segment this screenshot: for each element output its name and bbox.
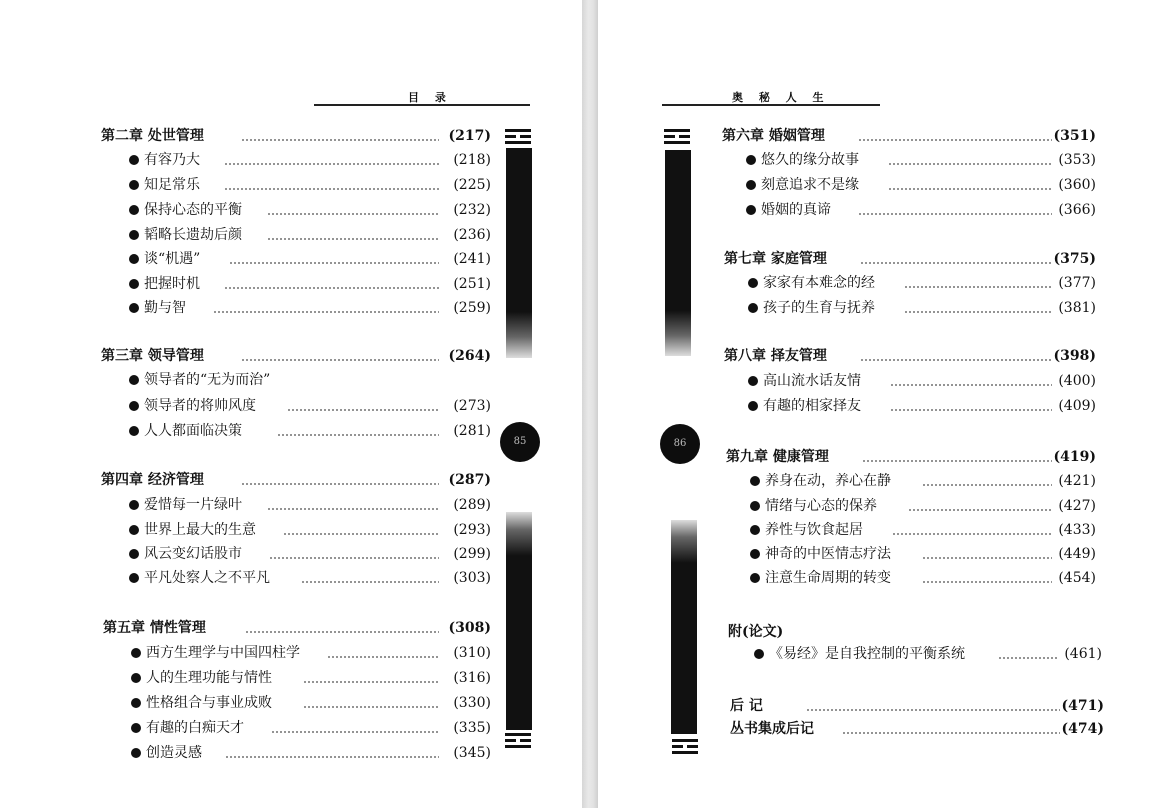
toc-entry-label: 有趣的相家择友 (763, 398, 861, 414)
leader-dots (998, 644, 1058, 664)
decorative-bar (665, 150, 691, 356)
toc-entry-label: 人的生理功能与情性 (146, 670, 272, 686)
toc-page-number: (287) (448, 472, 491, 488)
toc-entry-label: 《易经》是自我控制的平衡系统 (769, 646, 965, 662)
bullet-icon (131, 673, 141, 683)
leader-dots (842, 719, 1060, 739)
toc-entry-label: 创造灵感 (146, 745, 202, 761)
bullet-icon (748, 376, 758, 386)
leader-dots (888, 175, 1052, 195)
toc-page-number: (293) (453, 522, 491, 538)
toc-entry[interactable] (746, 200, 1096, 220)
leader-dots (890, 371, 1052, 391)
left-page (0, 0, 582, 808)
bullet-icon (750, 573, 760, 583)
toc-page-number: (241) (453, 251, 491, 267)
leader-dots (327, 643, 439, 663)
toc-entry-label: 养性与饮食起居 (765, 522, 863, 538)
bullet-icon (750, 476, 760, 486)
toc-page-number: (217) (448, 128, 491, 144)
bullet-icon (129, 426, 139, 436)
toc-page-number: (427) (1058, 498, 1096, 514)
toc-entry[interactable] (129, 249, 491, 269)
leader-dots (269, 544, 439, 564)
bullet-icon (754, 649, 764, 659)
toc-entry[interactable] (131, 693, 491, 713)
toc-entry-label: 第四章 经济管理 (101, 472, 204, 488)
toc-entry-label: 韬略长遗劫后颜 (144, 227, 242, 243)
toc-page-number: (310) (453, 645, 491, 661)
toc-entry[interactable] (129, 150, 491, 170)
bullet-icon (131, 748, 141, 758)
toc-entry-label: 第二章 处世管理 (101, 128, 204, 144)
right-header-rule (662, 104, 880, 106)
toc-page-number: (454) (1058, 570, 1096, 586)
leader-dots (806, 696, 1060, 716)
left-page-header: 目 录 (408, 91, 452, 104)
toc-entry-label: 养身在动，养心在静 (765, 473, 891, 489)
bullet-icon (129, 500, 139, 510)
toc-page-number: (236) (453, 227, 491, 243)
toc-entry-label: 西方生理学与中国四柱学 (146, 645, 300, 661)
bullet-icon (131, 698, 141, 708)
toc-entry-label: 第六章 婚姻管理 (722, 128, 825, 144)
toc-chapter-9[interactable] (726, 447, 1096, 467)
bullet-icon (129, 254, 139, 264)
bullet-icon (129, 279, 139, 289)
leader-dots (303, 668, 439, 688)
toc-page-number: (433) (1058, 522, 1096, 538)
toc-chapter-8[interactable] (724, 346, 1096, 366)
toc-page-number: (375) (1053, 251, 1096, 267)
toc-entry[interactable] (131, 643, 491, 663)
toc-postscript[interactable] (730, 696, 1104, 716)
toc-page-number: (289) (453, 497, 491, 513)
leader-dots (287, 396, 439, 416)
toc-page-number: (400) (1058, 373, 1096, 389)
toc-page-number: (421) (1058, 473, 1096, 489)
toc-appendix-heading[interactable] (728, 622, 1096, 642)
toc-entry[interactable] (129, 225, 491, 245)
toc-entry-label: 保持心态的平衡 (144, 202, 242, 218)
toc-entry-label: 第八章 择友管理 (724, 348, 827, 364)
leader-dots (862, 447, 1052, 467)
toc-page-number: (345) (453, 745, 491, 761)
toc-entry-label: 第三章 领导管理 (101, 348, 204, 364)
decorative-bar (506, 148, 532, 358)
leader-dots (271, 718, 439, 738)
toc-page-number: (316) (453, 670, 491, 686)
toc-entry-label: 爱惜每一片绿叶 (144, 497, 242, 513)
leader-dots (922, 471, 1052, 491)
toc-entry-label: 第五章 情性管理 (103, 620, 206, 636)
toc-entry[interactable] (750, 568, 1096, 588)
leader-dots (224, 150, 439, 170)
toc-entry[interactable] (129, 298, 491, 318)
decorative-bar (506, 512, 532, 730)
toc-entry-label: 风云变幻话股市 (144, 546, 242, 562)
bullet-icon (746, 205, 756, 215)
toc-entry[interactable] (131, 668, 491, 688)
leader-dots (224, 175, 439, 195)
bullet-icon (746, 180, 756, 190)
toc-entry[interactable] (748, 298, 1096, 318)
toc-entry-label: 人人都面临决策 (144, 423, 242, 439)
toc-entry[interactable] (129, 274, 491, 294)
toc-entry[interactable] (129, 200, 491, 220)
toc-entry-label: 婚姻的真谛 (761, 202, 831, 218)
toc-page-number: (351) (1053, 128, 1096, 144)
toc-entry-label: 领导者的“无为而治” (144, 372, 271, 388)
leader-dots (267, 495, 439, 515)
right-page (598, 0, 1175, 808)
bullet-icon (131, 648, 141, 658)
toc-page-number: (299) (453, 546, 491, 562)
toc-entry-label: 平凡处察人之不平凡 (144, 570, 270, 586)
toc-page-number: (264) (448, 348, 491, 364)
toc-series-postscript[interactable] (730, 719, 1104, 739)
bullet-icon (129, 525, 139, 535)
leader-dots (904, 273, 1052, 293)
right-page-header: 奥 秘 人 生 (732, 91, 830, 104)
bullet-icon (131, 723, 141, 733)
toc-entry[interactable] (748, 273, 1096, 293)
bullet-icon (129, 549, 139, 559)
leader-dots (267, 200, 439, 220)
toc-entry[interactable] (129, 520, 491, 540)
leader-dots (229, 249, 439, 269)
bullet-icon (129, 230, 139, 240)
leader-dots (225, 743, 439, 763)
page-disc: 85 (500, 422, 540, 462)
toc-entry[interactable] (748, 396, 1096, 416)
toc-entry[interactable] (131, 718, 491, 738)
bullet-icon (129, 155, 139, 165)
toc-page-number: (474) (1061, 721, 1104, 737)
toc-chapter-6[interactable] (722, 126, 1096, 146)
leader-dots (888, 150, 1052, 170)
toc-entry[interactable] (746, 150, 1096, 170)
bullet-icon (748, 401, 758, 411)
leader-dots (892, 520, 1052, 540)
toc-entry[interactable] (129, 495, 491, 515)
toc-page-number: (461) (1064, 646, 1102, 662)
toc-entry-label: 高山流水话友情 (763, 373, 861, 389)
toc-entry-label: 悠久的缘分故事 (761, 152, 859, 168)
toc-page-number: (366) (1058, 202, 1096, 218)
toc-entry[interactable] (750, 471, 1096, 491)
toc-entry[interactable] (129, 421, 491, 441)
toc-entry[interactable] (129, 175, 491, 195)
trigram-icon (672, 739, 698, 757)
toc-entry-label: 有趣的白痴天才 (146, 720, 244, 736)
trigram-icon (505, 733, 531, 751)
toc-page-number: (218) (453, 152, 491, 168)
toc-page-number: (281) (453, 423, 491, 439)
bullet-icon (129, 205, 139, 215)
bullet-icon (129, 573, 139, 583)
leader-dots (245, 618, 439, 638)
toc-page-number: (381) (1058, 300, 1096, 316)
bullet-icon (129, 375, 139, 385)
toc-entry-label: 有容乃大 (144, 152, 200, 168)
toc-page-number: (273) (453, 398, 491, 414)
trigram-icon (664, 129, 690, 147)
toc-page-number: (360) (1058, 177, 1096, 193)
toc-entry-label: 刻意追求不是缘 (761, 177, 859, 193)
leader-dots (224, 274, 439, 294)
toc-entry[interactable] (129, 544, 491, 564)
toc-page-number: (419) (1053, 449, 1096, 465)
toc-entry[interactable] (754, 644, 1102, 664)
toc-entry-label: 家家有本难念的经 (763, 275, 875, 291)
toc-entry[interactable] (750, 520, 1096, 540)
toc-page-number: (303) (453, 570, 491, 586)
toc-page-number: (449) (1058, 546, 1096, 562)
bullet-icon (129, 401, 139, 411)
toc-page-number: (335) (453, 720, 491, 736)
toc-page-number: (308) (448, 620, 491, 636)
decorative-bar (671, 520, 697, 734)
toc-entry-label: 谈“机遇” (144, 251, 201, 267)
toc-page-number: (409) (1058, 398, 1096, 414)
leader-dots (241, 126, 439, 146)
toc-page-number: (377) (1058, 275, 1096, 291)
leader-dots (303, 693, 439, 713)
toc-entry-label: 附(论文) (728, 624, 784, 640)
leader-dots (277, 421, 439, 441)
toc-entry-label: 孩子的生育与抚养 (763, 300, 875, 316)
toc-entry-label: 性格组合与事业成败 (146, 695, 272, 711)
left-header-rule (314, 104, 530, 106)
toc-page-number: (251) (453, 276, 491, 292)
leader-dots (213, 298, 439, 318)
toc-page-number: (471) (1061, 698, 1104, 714)
toc-chapter-7[interactable] (724, 249, 1096, 269)
bullet-icon (750, 525, 760, 535)
bullet-icon (748, 303, 758, 313)
toc-entry-label: 世界上最大的生意 (144, 522, 256, 538)
leader-dots (922, 544, 1052, 564)
toc-entry-label: 后 记 (730, 698, 763, 714)
leader-dots (858, 200, 1052, 220)
bullet-icon (129, 303, 139, 313)
toc-page-number: (259) (453, 300, 491, 316)
toc-entry-label: 把握时机 (144, 276, 200, 292)
toc-entry[interactable] (131, 743, 491, 763)
leader-dots (241, 470, 439, 490)
leader-dots (908, 496, 1052, 516)
toc-chapter-2[interactable] (101, 126, 491, 146)
leader-dots (267, 225, 439, 245)
toc-entry-label: 丛书集成后记 (730, 721, 814, 737)
toc-entry[interactable] (750, 496, 1096, 516)
bullet-icon (750, 501, 760, 511)
toc-entry[interactable] (129, 370, 491, 390)
trigram-icon (505, 129, 531, 147)
leader-dots (904, 298, 1052, 318)
toc-entry[interactable] (748, 371, 1096, 391)
toc-entry[interactable] (129, 396, 491, 416)
leader-dots (283, 520, 439, 540)
toc-page-number: (353) (1058, 152, 1096, 168)
leader-dots (890, 396, 1052, 416)
leader-dots (922, 568, 1052, 588)
toc-entry-label: 勤与智 (144, 300, 186, 316)
leader-dots (858, 126, 1052, 146)
toc-entry-label: 情绪与心态的保养 (765, 498, 877, 514)
toc-entry-label: 第九章 健康管理 (726, 449, 829, 465)
leader-dots (860, 346, 1052, 366)
toc-entry-label: 神奇的中医情志疗法 (765, 546, 891, 562)
bullet-icon (746, 155, 756, 165)
page-gutter (582, 0, 598, 808)
toc-entry[interactable] (129, 568, 491, 588)
bullet-icon (748, 278, 758, 288)
toc-chapter-4[interactable] (101, 470, 491, 490)
toc-page-number: (225) (453, 177, 491, 193)
toc-page-number: (232) (453, 202, 491, 218)
bullet-icon (129, 180, 139, 190)
leader-dots (241, 346, 439, 366)
toc-entry[interactable] (750, 544, 1096, 564)
bullet-icon (750, 549, 760, 559)
leader-dots (301, 568, 439, 588)
toc-chapter-5[interactable] (103, 618, 491, 638)
toc-entry-label: 第七章 家庭管理 (724, 251, 827, 267)
toc-entry-label: 领导者的将帅风度 (144, 398, 256, 414)
toc-entry-label: 知足常乐 (144, 177, 200, 193)
toc-entry-label: 注意生命周期的转变 (765, 570, 891, 586)
page-disc: 86 (660, 424, 700, 464)
toc-page-number: (330) (453, 695, 491, 711)
toc-page-number: (398) (1053, 348, 1096, 364)
toc-chapter-3[interactable] (101, 346, 491, 366)
toc-entry[interactable] (746, 175, 1096, 195)
leader-dots (860, 249, 1052, 269)
